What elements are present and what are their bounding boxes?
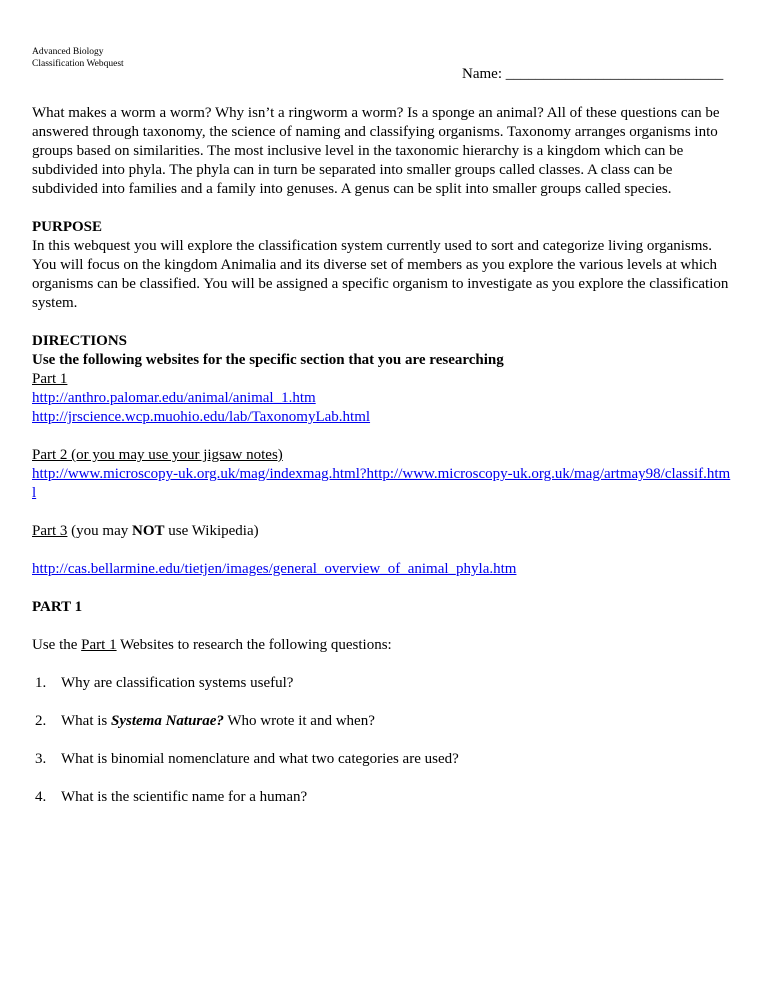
document-header (32, 46, 124, 70)
directions-subheading: Use the following websites for the specific section that you are researching (32, 352, 504, 368)
document-body (32, 104, 732, 826)
intro-paragraph: What makes a worm a worm? Why isn’t a ringworm a worm? Is a sponge an animal? All of these questions can be answered through taxonomy, the science of naming and classifying organisms. Taxonomy arranges organisms into groups based on similarities. The most inclusive level in the taxonomic hierarchy is a kingdom which can be subdivided into phyla. The phyla can in turn be separated into smaller groups called classes. A class can be subdivided into families and a family into genuses. A genus can be split into smaller groups called species. (32, 105, 720, 197)
document-title: Classification Webquest (32, 59, 124, 69)
question-2 (32, 712, 732, 731)
directions-heading: DIRECTIONS (32, 333, 128, 349)
question-1 (32, 674, 732, 693)
part2-link[interactable]: http://www.microscopy-uk.org.uk/mag/indexmag.html?http://www.microscopy-uk.org.uk/mag/artmay98/classif.html (32, 466, 731, 501)
question-text: What is binomial nomenclature and what two categories are used? (61, 751, 459, 767)
purpose-heading: PURPOSE (32, 219, 103, 235)
directions-section (32, 332, 732, 427)
part1-label: Part 1 (32, 371, 68, 387)
part3-note-pre: (you may (67, 523, 132, 539)
question-number: 4. (35, 789, 47, 805)
question-text: What is the scientific name for a human? (61, 789, 308, 805)
part3-label: Part 3 (32, 523, 68, 539)
part3-sources (32, 522, 732, 579)
q2-pre: What is (61, 713, 111, 729)
part1-link-2[interactable]: http://jrscience.wcp.muohio.edu/lab/TaxonomyLab.html (32, 409, 371, 425)
q2-post: Who wrote it and when? (223, 713, 375, 729)
question-4 (32, 788, 732, 807)
part3-note-bold: NOT (132, 523, 165, 539)
part3-link[interactable]: http://cas.bellarmine.edu/tietjen/images/general_overview_of_animal_phyla.htm (32, 561, 517, 577)
part2-label: Part 2 (or you may use your jigsaw notes) (32, 447, 283, 463)
purpose-text: In this webquest you will explore the classification system currently used to sort and categorize living organisms. You will focus on the kingdom Animalia and its diverse set of members as you explore the various levels at which organisms can be classified. You will be assigned a specific organism to investigate as you explore the classification system. (32, 238, 729, 311)
question-list (32, 674, 732, 807)
part1-section (32, 598, 732, 807)
instruction-post: Websites to research the following questions: (116, 637, 392, 653)
question-3 (32, 750, 732, 769)
part3-note-post: use Wikipedia) (164, 523, 259, 539)
part1-link-1[interactable]: http://anthro.palomar.edu/animal/animal_1.htm (32, 390, 316, 406)
part1-instruction (32, 636, 732, 655)
part3-line (32, 522, 732, 541)
question-text: Why are classification systems useful? (61, 675, 294, 691)
instruction-link-text: Part 1 (81, 637, 117, 653)
course-name: Advanced Biology (32, 47, 104, 57)
question-text (61, 712, 375, 731)
q2-emphasis: Systema Naturae? (111, 713, 224, 729)
part2-sources (32, 446, 732, 503)
part1-heading: PART 1 (32, 599, 83, 615)
name-field (462, 66, 723, 83)
instruction-pre: Use the (32, 637, 82, 653)
question-number: 2. (35, 713, 47, 729)
name-label: Name: (462, 66, 502, 82)
question-number: 3. (35, 751, 47, 767)
name-blank-line[interactable]: _____________________________ (505, 66, 724, 82)
purpose-section (32, 218, 732, 313)
question-number: 1. (35, 675, 47, 691)
